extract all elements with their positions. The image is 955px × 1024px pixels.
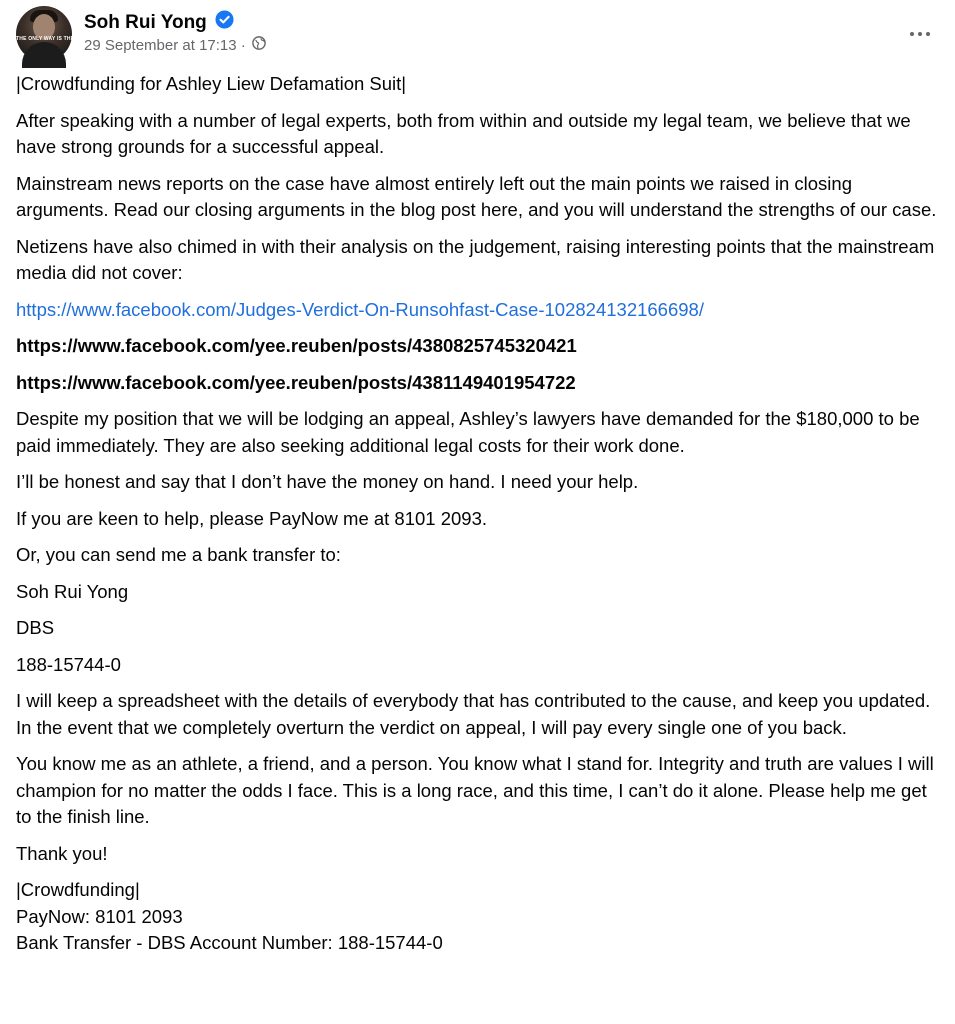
bank-account-name: Soh Rui Yong [16,580,129,602]
link-line [16,297,946,324]
post-paragraph: Mainstream news reports on the case have almost entirely left out the main points we raised in closing arguments. Read our closing arguments in the blog post here, and you will understand the strengths of our case. [16,172,937,220]
post-paragraph: Thank you! [16,842,108,864]
avatar[interactable] [16,6,91,62]
avatar-shirt [22,42,66,68]
post-body [16,71,946,957]
post-paragraph: |Crowdfunding for Ashley Liew Defamation Suit| [16,73,407,94]
footer-line: PayNow: 8101 2093 [16,905,183,927]
author-row [84,12,234,34]
reuben-post-link-2[interactable]: https://www.facebook.com/yee.reuben/posts/4381149401954722 [16,371,576,393]
more-options-icon-dot [926,32,930,36]
verified-badge-icon [215,10,234,34]
post-paragraph: Despite my position that we will be lodging an appeal, Ashley’s lawyers have demanded for the $180,000 to be paid immediately. They are also seeking additional legal costs for their work done. [16,408,920,456]
reuben-post-link-1[interactable]: https://www.facebook.com/yee.reuben/posts/4380825745320421 [16,335,577,356]
post-paragraph: Or, you can send me a bank transfer to: [16,544,341,565]
avatar-caption: THE ONLY WAY IS THROUGH [16,36,91,42]
post-paragraph: I will keep a spreadsheet with the details of everybody that has contributed to the cause, and keep you updated. In the event that we completely overturn the verdict on appeal, I will pay every single one of you back. [16,690,931,738]
footer-line: Bank Transfer - DBS Account Number: 188-15744-0 [16,932,443,953]
bank-account-number: 188-15744-0 [16,653,121,675]
link-line [16,333,946,360]
author-name[interactable]: Soh Rui Yong [84,12,207,33]
post-paragraph: You know me as an athlete, a friend, and a person. You know what I stand for. Integrity and truth are values I will champion for no matter the odds I face. This is a long race, and this time, I can’t do it alone. Please help me get to the finish line. [16,753,934,827]
bank-name: DBS [16,617,55,638]
post-paragraph: Netizens have also chimed in with their analysis on the judgement, raising interesting points that the mainstream media did not cover: [16,235,935,283]
post-meta [84,37,266,54]
globe-icon[interactable] [252,36,266,54]
more-options-button[interactable] [904,18,936,50]
more-options-icon [910,32,914,36]
more-options-icon-dot [918,32,922,36]
post-header [16,6,936,62]
post-paragraph: After speaking with a number of legal experts, both from within and outside my legal team, we believe that we have strong grounds for a successful appeal. [16,109,911,157]
post-timestamp[interactable]: 29 September at 17:13 [84,37,237,54]
verdict-page-link[interactable]: https://www.facebook.com/Judges-Verdict-On-Runsohfast-Case-102824132166698/ [16,298,704,320]
post-paragraph: If you are keen to help, please PayNow me at 8101 2093. [16,507,488,529]
link-line [16,370,946,397]
footer-line: |Crowdfunding| [16,879,140,900]
meta-separator: · [240,37,246,54]
post-paragraph: I’ll be honest and say that I don’t have the money on hand. I need your help. [16,471,639,492]
